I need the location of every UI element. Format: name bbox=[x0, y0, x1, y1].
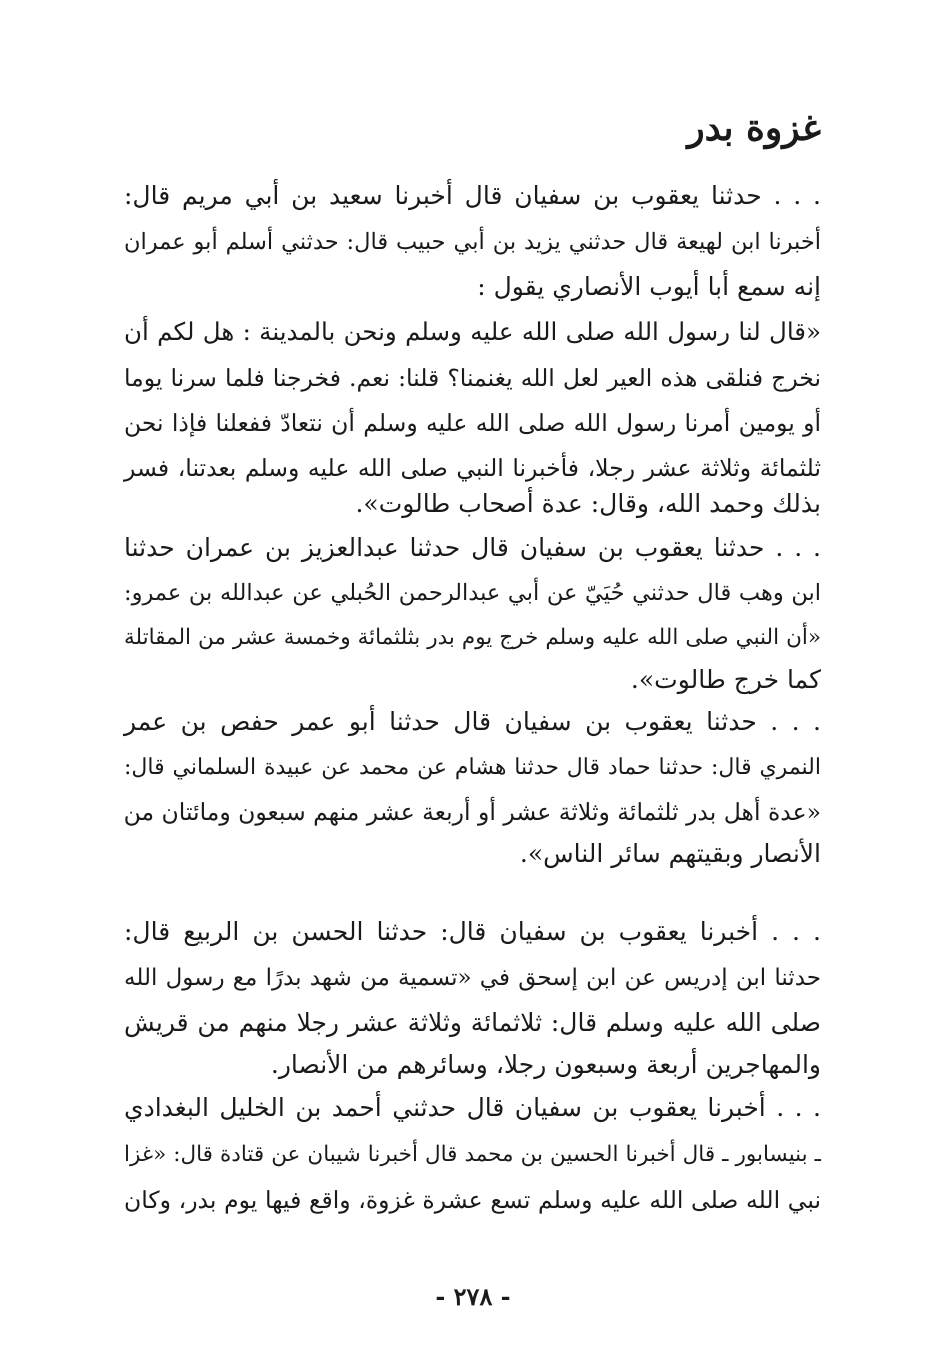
text-line: أو يومين أمرنا رسول الله صلى الله عليه وسلم أن نتعادّ ففعلنا فإذا نحن bbox=[124, 409, 821, 437]
text-line: حدثنا ابن إدريس عن ابن إسحق في «تسمية من شهد بدرًا مع رسول الله bbox=[124, 965, 821, 991]
text-line: كما خرج طالوت». bbox=[630, 665, 821, 694]
text-line: ابن وهب قال حدثني حُيَيّ عن أبي عبدالرحمن الحُبلي عن عبدالله بن عمرو: bbox=[124, 580, 821, 606]
text-line: ـ بنيسابور ـ قال أخبرنا الحسين بن محمد قال أخبرنا شيبان عن قتادة قال: «غزا bbox=[124, 1142, 821, 1167]
text-line: . . . أخبرنا يعقوب بن سفيان قال حدثني أحمد بن الخليل البغدادي bbox=[124, 1093, 821, 1122]
text-line: والمهاجرين أربعة وسبعون رجلا، وسائرهم من الأنصار. bbox=[270, 1050, 821, 1079]
text-line: . . . حدثنا يعقوب بن سفيان قال حدثنا عبدالعزيز بن عمران حدثنا bbox=[124, 533, 821, 562]
text-line: . . . حدثنا يعقوب بن سفيان قال أخبرنا سعيد بن أبي مريم قال: bbox=[124, 181, 821, 210]
text-line: «أن النبي صلى الله عليه وسلم خرج يوم بدر بثلثمائة وخمسة عشر من المقاتلة bbox=[124, 625, 821, 650]
text-line: «قال لنا رسول الله صلى الله عليه وسلم ونحن بالمدينة : هل لكم أن bbox=[124, 317, 821, 346]
text-line: إنه سمع أبا أيوب الأنصاري يقول : bbox=[477, 272, 821, 301]
text-line: أخبرنا ابن لهيعة قال حدثني يزيد بن أبي حبيب قال: حدثني أسلم أبو عمران bbox=[124, 229, 821, 255]
page-title: غزوة بدر bbox=[687, 107, 821, 149]
text-line: بذلك وحمد الله، وقال: عدة أصحاب طالوت». bbox=[355, 489, 821, 518]
text-line: نخرج فنلقى هذه العير لعل الله يغنمنا؟ قلنا: نعم. فخرجنا فلما سرنا يوما bbox=[124, 364, 821, 392]
text-line: نبي الله صلى الله عليه وسلم تسع عشرة غزوة، واقع فيها يوم بدر، وكان bbox=[124, 1186, 821, 1214]
text-line: ثلثمائة وثلاثة عشر رجلا، فأخبرنا النبي صلى الله عليه وسلم بعدتنا، فسر bbox=[124, 454, 821, 482]
text-line: . . . حدثنا يعقوب بن سفيان قال حدثنا أبو عمر حفص بن عمر bbox=[124, 707, 821, 736]
text-line: . . . أخبرنا يعقوب بن سفيان قال: حدثنا الحسن بن الربيع قال: bbox=[124, 917, 821, 946]
text-line: النمري قال: حدثنا حماد قال حدثنا هشام عن محمد عن عبيدة السلماني قال: bbox=[124, 755, 821, 780]
text-line: صلى الله عليه وسلم قال: ثلاثمائة وثلاثة عشر رجلا منهم من قريش bbox=[124, 1008, 821, 1037]
text-line: «عدة أهل بدر ثلثمائة وثلاثة عشر أو أربعة عشر منهم سبعون ومائتان من bbox=[123, 798, 821, 826]
page-number: - ٢٧٨ - bbox=[435, 1282, 511, 1311]
text-line: الأنصار وبقيتهم سائر الناس». bbox=[519, 839, 821, 868]
